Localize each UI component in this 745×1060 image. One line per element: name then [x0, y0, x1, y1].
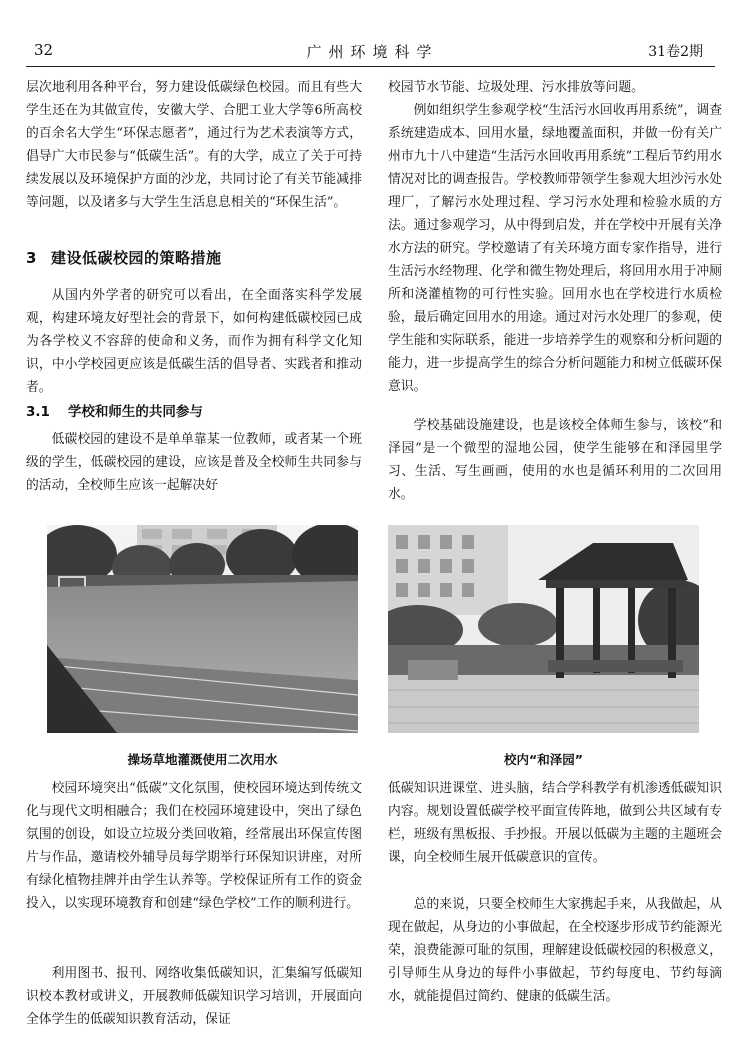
header-rule — [26, 66, 715, 67]
page-number: 32 — [34, 41, 54, 59]
journal-title: 广州环境科学 — [306, 43, 439, 61]
section-heading-3 — [26, 247, 221, 268]
paragraph-left-4: 校园环境突出“低碳”文化氛围，使校园环境达到传统文化与现代文明相融合；我们在校园环境建设中，突出了绿色氛围的创设，如设立垃圾分类回收箱，经常展出环保宣传图片与作品，邀请校外辅导员每学期举行环保知识讲座，对所有绿化植物挂牌并由学生认养等。学校保证所有工作的资金投入，以实现环境教育和创建“绿色学校”工作的顺利进行。 — [26, 781, 362, 911]
figure-caption-right: 校内“和泽园” — [504, 752, 583, 767]
playground-photo — [47, 525, 358, 733]
subsection-number: 3.1 — [26, 404, 50, 420]
page-header — [0, 0, 745, 72]
paragraph-right-5: 总的来说，只要全校师生大家携起手来，从我做起，从现在做起，从身边的小事做起，在全校逐步形成节约能源光荣，浪费能源可耻的氛围，理解建设低碳校园的积极意义，引导师生从身边的每件小事做起，节约每度电、节约每滴水，就能提倡过简约、健康的低碳生活。 — [388, 897, 722, 1004]
paragraph-right-1: 校园节水节能、垃圾处理、污水排放等问题。 — [388, 80, 644, 95]
section-number: 3 — [26, 249, 37, 267]
paragraph-left-2: 从国内外学者的研究可以看出，在全面落实科学发展观，构建环境友好型社会的背景下，如何构建低碳校园已成为各学校义不容辞的使命和义务，而作为拥有科学文化知识，中小学校园更应该是低碳生活的倡导者、实践者和推动者。 — [26, 288, 362, 395]
figure-caption-left: 操场草地灌溉使用二次用水 — [127, 752, 278, 767]
paragraph-right-2: 例如组织学生参观学校“生活污水回收再用系统”，调查系统建造成本、回用水量，绿地覆盖面积，并做一份有关广州市九十八中建造“生活污水回收再用系统”工程后节约用水情况对比的调查报告。学校教师带领学生参观大坦沙污水处理厂，了解污水处理过程、学习污水处理和检验水质的方法。通过参观学习，从中得到启发，并在学校中开展有关净水方法的研究。学校邀请了有关环境方面专家作指导，进行生活污水经物理、化学和微生物处理后，将回用水用于冲厕所和浇灌植物的可行性实验。回用水也在学校进行水质检验，最后确定回用水的用途。通过对污水处理厂的参观，使学生能和实际联系，能进一步培养学生的观察和分析问题的能力，进一步提高学生的综合分析问题能力和树立低碳环保意识。 — [388, 103, 722, 394]
paragraph-left-3: 低碳校园的建设不是单单靠某一位教师，或者某一个班级的学生，低碳校园的建设，应该是普及全校师生共同参与的活动，全校师生应该一起解决好 — [26, 432, 362, 493]
issue-label: 31卷2期 — [648, 44, 703, 60]
subsection-heading-3-1 — [26, 400, 203, 420]
paragraph-right-4: 低碳知识进课堂、进头脑，结合学科教学有机渗透低碳知识内容。规划设置低碳学校平面宣传阵地，做到公共区域有专栏，班级有黑板报、手抄报。开展以低碳为主题的主题班会课，向全校师生展开低碳意识的宣传。 — [388, 781, 722, 865]
subsection-title: 学校和师生的共同参与 — [67, 404, 203, 420]
paragraph-right-3: 学校基础设施建设，也是该校全体师生参与，该校“和泽园”是一个微型的湿地公园，使学生能够在和泽园里学习、生活、写生画画，使用的水也是循环利用的二次回用水。 — [388, 418, 722, 502]
paragraph-left-1: 层次地利用各种平台，努力建设低碳绿色校园。而且有些大学生还在为其做宣传，安徽大学、合肥工业大学等6所高校的百余名大学生“环保志愿者”，通过行为艺术表演等方式，倡导广大市民参与“低碳生活”。有的大学，成立了关于可持续发展以及环境保护方面的沙龙，共同讨论了有关节能减排等问题，以及诸多与大学生生活息息相关的“环保生活”。 — [26, 80, 362, 210]
section-title: 建设低碳校园的策略措施 — [50, 249, 222, 267]
paragraph-left-5: 利用图书、报刊、网络收集低碳知识，汇集编写低碳知识校本教材或讲义，开展教师低碳知识学习培训，开展面向全体学生的低碳知识教育活动，保证 — [26, 966, 362, 1027]
garden-pavilion-photo — [388, 525, 699, 733]
